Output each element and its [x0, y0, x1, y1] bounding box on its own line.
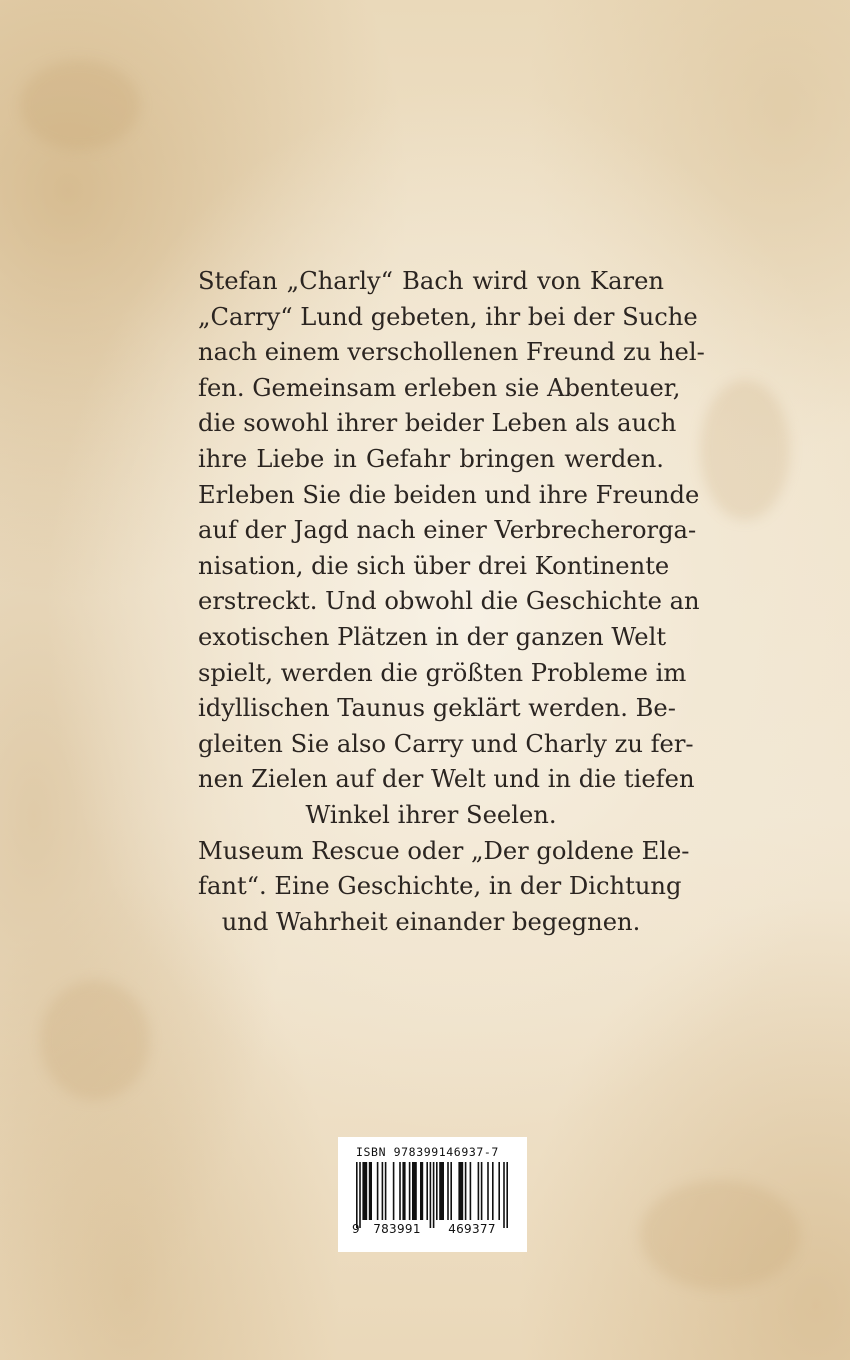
barcode-bar: [498, 1162, 500, 1220]
ean-left-group: 783991: [373, 1222, 421, 1236]
barcode-bar: [478, 1162, 480, 1220]
barcode-bar: [458, 1162, 463, 1220]
ean-first-digit: 9: [352, 1222, 360, 1236]
barcode-bar: [430, 1162, 432, 1228]
barcode-bar: [465, 1162, 467, 1220]
isbn-barcode: [338, 1137, 527, 1252]
barcode-bar: [481, 1162, 483, 1220]
blurb-line: fen. Gemeinsam erleben sie Abenteuer,: [198, 373, 681, 402]
barcode-bar: [439, 1162, 444, 1220]
barcode-bar: [503, 1162, 505, 1228]
paper-stain: [40, 980, 150, 1100]
blurb-line: Stefan „Charly“ Bach wird von Karen: [198, 267, 664, 295]
barcode-bar: [433, 1162, 435, 1228]
barcode-bar: [447, 1162, 449, 1220]
blurb-line: und Wahrheit einander begegnen.: [221, 907, 641, 936]
barcode-bar: [402, 1162, 405, 1220]
blurb-line: idyllischen Taunus geklärt werden. Be-: [198, 694, 676, 723]
blurb-line: fant“. Eine Geschichte, in der Dichtung: [198, 872, 682, 901]
barcode-bar: [369, 1162, 372, 1220]
barcode-bar: [409, 1162, 411, 1220]
paper-stain: [640, 1180, 800, 1290]
blurb-line: exotischen Plätzen in der ganzen Welt: [198, 622, 667, 651]
barcode-bar: [492, 1162, 494, 1220]
blurb-line: Erleben Sie die beiden und ihre Freunde: [198, 480, 700, 509]
blurb-line: nisation, die sich über drei Kontinente: [198, 551, 670, 580]
blurb-line: Museum Rescue oder „Der goldene Ele-: [198, 836, 690, 865]
barcode-bar: [362, 1162, 367, 1220]
ean-right-group: 469377: [448, 1222, 496, 1236]
barcode-bar: [426, 1162, 428, 1220]
blurb-line: nach einem verschollenen Freund zu hel-: [198, 338, 705, 367]
barcode-bar: [377, 1162, 379, 1220]
barcode-bar: [412, 1162, 417, 1220]
barcode-bar: [450, 1162, 452, 1220]
barcode-bar: [487, 1162, 489, 1220]
barcode-bar: [359, 1162, 361, 1228]
blurb-line: Winkel ihrer Seelen.: [305, 800, 557, 829]
barcode-bar: [420, 1162, 423, 1220]
paper-stain: [700, 380, 790, 520]
barcode-bar: [356, 1162, 358, 1228]
blurb-line: auf der Jagd nach einer Verbrecherorga-: [198, 516, 697, 545]
barcode-bar: [506, 1162, 508, 1228]
blurb-line: erstreckt. Und obwohl die Geschichte an: [198, 587, 700, 616]
barcode-bar: [393, 1162, 395, 1220]
blurb-line: spielt, werden die größten Probleme im: [198, 658, 687, 687]
barcode-bar: [385, 1162, 387, 1220]
barcode-bar: [382, 1162, 384, 1220]
blurb-line: ihre Liebe in Gefahr bringen werden.: [198, 444, 664, 473]
paper-stain: [20, 60, 140, 150]
barcode-bar: [399, 1162, 401, 1220]
back-cover-blurb: [198, 264, 705, 940]
blurb-line: gleiten Sie also Carry und Charly zu fer-: [198, 729, 694, 758]
blurb-line: die sowohl ihrer beider Leben als auch: [198, 409, 677, 438]
barcode-bar: [436, 1162, 438, 1220]
blurb-line: „Carry“ Lund gebeten, ihr bei der Suche: [198, 302, 698, 331]
isbn-label: ISBN 978399146937-7: [356, 1145, 499, 1159]
blurb-line: nen Zielen auf der Welt und in die tiefen: [198, 765, 695, 794]
barcode-bar: [470, 1162, 472, 1220]
